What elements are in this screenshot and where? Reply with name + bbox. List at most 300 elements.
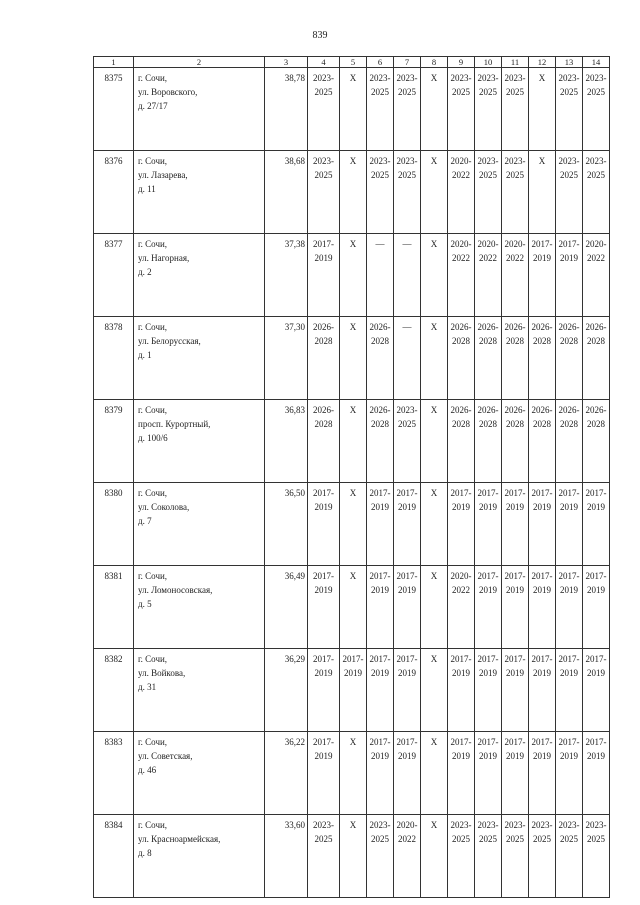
period-text: 2028 xyxy=(560,419,578,429)
address-line: д. 46 xyxy=(138,765,157,775)
period-text: 2028 xyxy=(452,336,470,346)
period-cell xyxy=(502,68,529,151)
period-cell xyxy=(556,234,583,317)
period-text: 2019 xyxy=(506,585,524,595)
period-text: 2022 xyxy=(398,834,416,844)
period-text: 2017- xyxy=(558,654,580,664)
period-text: 2028 xyxy=(371,336,389,346)
area-cell: 36,50 xyxy=(265,483,308,566)
table-row xyxy=(94,566,610,649)
period-text: 2026- xyxy=(477,405,499,415)
period-text: X xyxy=(430,239,438,249)
period-cell xyxy=(340,815,367,898)
period-cell xyxy=(367,566,394,649)
period-text: 2019 xyxy=(560,751,578,761)
period-text: 2019 xyxy=(560,668,578,678)
period-cell xyxy=(583,68,610,151)
period-cell xyxy=(340,400,367,483)
period-text: 2020- xyxy=(450,239,472,249)
period-text: X xyxy=(430,405,438,415)
address-cell xyxy=(134,483,265,566)
column-header: 11 xyxy=(502,57,529,68)
address-cell xyxy=(134,151,265,234)
period-text: 2017- xyxy=(558,488,580,498)
table-row xyxy=(94,68,610,151)
address-line: ул. Воровского, xyxy=(138,87,198,97)
column-header: 1 xyxy=(94,57,134,68)
period-text: 2019 xyxy=(371,502,389,512)
period-cell xyxy=(475,566,502,649)
period-text: 2019 xyxy=(371,668,389,678)
period-text: 2019 xyxy=(533,585,551,595)
period-text: 2017- xyxy=(585,737,607,747)
period-cell xyxy=(529,732,556,815)
period-cell xyxy=(556,815,583,898)
page-number: 839 xyxy=(312,30,328,41)
row-number-cell: 8376 xyxy=(94,151,134,234)
period-text: 2023- xyxy=(504,820,526,830)
period-text: X xyxy=(349,820,357,830)
period-text: 2020- xyxy=(396,820,418,830)
address-line: ул. Нагорная, xyxy=(138,253,190,263)
period-text: 2017- xyxy=(504,488,526,498)
period-text: 2019 xyxy=(587,751,605,761)
period-text: 2019 xyxy=(587,585,605,595)
period-text: 2019 xyxy=(452,502,470,512)
address-line: г. Сочи, xyxy=(138,571,168,581)
period-cell xyxy=(502,483,529,566)
period-text: 2025 xyxy=(314,834,333,844)
address-line: д. 1 xyxy=(138,350,152,360)
period-cell xyxy=(394,151,421,234)
period-text: 2025 xyxy=(560,87,578,97)
period-cell xyxy=(556,68,583,151)
period-text: — xyxy=(375,239,385,249)
period-cell xyxy=(583,151,610,234)
period-text: 2017- xyxy=(477,488,499,498)
period-text: 2025 xyxy=(371,87,389,97)
period-cell xyxy=(502,815,529,898)
period-cell xyxy=(394,649,421,732)
period-text: 2023- xyxy=(585,156,607,166)
period-text: 2025 xyxy=(314,87,333,97)
period-text: 2023- xyxy=(369,820,391,830)
period-text: 2023- xyxy=(531,820,553,830)
period-text: 2017- xyxy=(531,239,553,249)
period-text: X xyxy=(430,820,438,830)
period-cell xyxy=(448,815,475,898)
period-text: 2026- xyxy=(504,405,526,415)
period-text: 2019 xyxy=(533,751,551,761)
period-text: 2022 xyxy=(506,253,524,263)
address-line: г. Сочи, xyxy=(138,73,168,83)
period-cell xyxy=(475,400,502,483)
address-line: д. 11 xyxy=(138,184,156,194)
period-text: 2019 xyxy=(314,253,333,263)
period-cell xyxy=(367,815,394,898)
address-cell xyxy=(134,234,265,317)
period-text: 2023- xyxy=(450,820,472,830)
period-cell xyxy=(502,649,529,732)
period-cell xyxy=(421,234,448,317)
address-line: ул. Советская, xyxy=(138,751,193,761)
period-text: 2019 xyxy=(344,668,362,678)
area-cell: 38,68 xyxy=(265,151,308,234)
period-cell xyxy=(583,649,610,732)
period-text: 2025 xyxy=(587,87,605,97)
period-text: 2017- xyxy=(396,654,418,664)
period-text: 2025 xyxy=(587,834,605,844)
period-text: 2023- xyxy=(585,73,607,83)
period-text: 2019 xyxy=(506,502,524,512)
table-header-row xyxy=(94,57,610,68)
period-cell xyxy=(529,566,556,649)
period-text: X xyxy=(349,488,357,498)
period-text: 2019 xyxy=(314,585,333,595)
period-cell xyxy=(394,815,421,898)
area-cell: 36,83 xyxy=(265,400,308,483)
period-text: 2017- xyxy=(477,571,499,581)
period-cell xyxy=(529,400,556,483)
period-cell xyxy=(308,68,340,151)
period-text: 2017- xyxy=(504,737,526,747)
period-text: 2019 xyxy=(533,668,551,678)
column-header: 12 xyxy=(529,57,556,68)
column-header: 9 xyxy=(448,57,475,68)
address-line: ул. Красноармейская, xyxy=(138,834,221,844)
period-text: 2028 xyxy=(587,419,605,429)
period-cell xyxy=(308,483,340,566)
period-cell xyxy=(340,566,367,649)
period-cell xyxy=(583,732,610,815)
column-header: 8 xyxy=(421,57,448,68)
period-text: 2017- xyxy=(313,654,334,664)
row-number-cell: 8378 xyxy=(94,317,134,400)
column-header: 13 xyxy=(556,57,583,68)
period-text: 2017- xyxy=(558,571,580,581)
period-text: 2017- xyxy=(313,737,334,747)
period-text: 2019 xyxy=(533,502,551,512)
period-text: 2028 xyxy=(314,336,333,346)
address-cell xyxy=(134,317,265,400)
period-cell xyxy=(340,649,367,732)
period-text: 2019 xyxy=(560,502,578,512)
period-cell xyxy=(367,68,394,151)
period-text: 2017- xyxy=(369,571,391,581)
period-text: X xyxy=(538,73,546,83)
period-text: 2022 xyxy=(452,170,470,180)
period-text: 2025 xyxy=(452,834,470,844)
address-cell xyxy=(134,68,265,151)
address-line: ул. Соколова, xyxy=(138,502,190,512)
period-text: 2026- xyxy=(477,322,499,332)
period-cell xyxy=(308,566,340,649)
address-line: ул. Лазарева, xyxy=(138,170,188,180)
period-text: X xyxy=(430,488,438,498)
period-text: 2025 xyxy=(506,170,524,180)
column-header: 7 xyxy=(394,57,421,68)
period-text: 2022 xyxy=(479,253,497,263)
period-text: 2025 xyxy=(398,170,416,180)
period-text: 2026- xyxy=(369,322,391,332)
period-text: 2023- xyxy=(558,156,580,166)
address-line: д. 100/6 xyxy=(138,433,168,443)
period-text: 2017- xyxy=(531,654,553,664)
period-text: X xyxy=(430,654,438,664)
period-text: 2019 xyxy=(587,502,605,512)
period-text: 2019 xyxy=(398,585,416,595)
table-row xyxy=(94,732,610,815)
period-cell xyxy=(556,400,583,483)
period-text: 2019 xyxy=(479,502,497,512)
period-text: 2023- xyxy=(585,820,607,830)
period-cell xyxy=(448,151,475,234)
period-text: X xyxy=(538,156,546,166)
period-cell xyxy=(308,732,340,815)
period-text: 2026- xyxy=(558,322,580,332)
period-text: 2020- xyxy=(450,156,472,166)
area-cell: 36,29 xyxy=(265,649,308,732)
address-line: ул. Войкова, xyxy=(138,668,186,678)
period-text: 2017- xyxy=(585,571,607,581)
period-text: 2017- xyxy=(396,571,418,581)
period-text: 2026- xyxy=(531,405,553,415)
period-text: 2019 xyxy=(398,751,416,761)
period-text: 2017- xyxy=(369,654,391,664)
period-text: 2017- xyxy=(585,654,607,664)
area-cell: 33,60 xyxy=(265,815,308,898)
period-cell xyxy=(502,151,529,234)
period-text: 2019 xyxy=(560,253,578,263)
period-text: X xyxy=(349,322,357,332)
period-cell xyxy=(421,732,448,815)
column-header: 10 xyxy=(475,57,502,68)
period-cell xyxy=(394,234,421,317)
period-text: X xyxy=(349,156,357,166)
period-text: 2017- xyxy=(477,737,499,747)
period-cell xyxy=(556,151,583,234)
period-cell xyxy=(583,234,610,317)
address-line: г. Сочи, xyxy=(138,820,168,830)
period-text: 2025 xyxy=(398,87,416,97)
period-text: 2025 xyxy=(371,834,389,844)
address-line: ул. Ломоносовская, xyxy=(138,585,213,595)
period-text: 2023- xyxy=(450,73,472,83)
table-body xyxy=(94,57,610,898)
period-cell xyxy=(448,649,475,732)
period-cell xyxy=(556,483,583,566)
period-text: 2017- xyxy=(396,737,418,747)
period-text: 2025 xyxy=(587,170,605,180)
period-cell xyxy=(340,151,367,234)
period-cell xyxy=(475,732,502,815)
period-cell xyxy=(475,234,502,317)
period-cell xyxy=(448,317,475,400)
period-text: 2028 xyxy=(479,336,497,346)
period-text: 2017- xyxy=(450,737,472,747)
period-text: 2017- xyxy=(477,654,499,664)
row-number-cell: 8381 xyxy=(94,566,134,649)
period-text: 2028 xyxy=(371,419,389,429)
period-text: X xyxy=(430,737,438,747)
period-text: X xyxy=(430,156,438,166)
data-table xyxy=(93,56,610,898)
period-text: 2028 xyxy=(560,336,578,346)
address-line: г. Сочи, xyxy=(138,405,168,415)
period-cell xyxy=(394,483,421,566)
period-cell xyxy=(340,234,367,317)
period-cell xyxy=(367,649,394,732)
period-text: 2028 xyxy=(533,419,551,429)
column-header: 4 xyxy=(308,57,340,68)
period-text: 2028 xyxy=(506,419,524,429)
address-line: д. 7 xyxy=(138,516,152,526)
period-text: 2026- xyxy=(313,405,334,415)
period-text: 2025 xyxy=(560,170,578,180)
period-text: 2025 xyxy=(398,419,416,429)
period-cell xyxy=(340,317,367,400)
period-cell xyxy=(394,400,421,483)
period-text: 2017- xyxy=(504,571,526,581)
row-number-cell: 8384 xyxy=(94,815,134,898)
period-text: 2025 xyxy=(560,834,578,844)
period-cell xyxy=(308,317,340,400)
period-cell xyxy=(421,566,448,649)
address-line: д. 27/17 xyxy=(138,101,168,111)
period-text: 2026- xyxy=(504,322,526,332)
period-text: 2028 xyxy=(479,419,497,429)
period-cell xyxy=(529,649,556,732)
period-text: 2019 xyxy=(452,751,470,761)
period-cell xyxy=(448,483,475,566)
address-line: д. 31 xyxy=(138,682,157,692)
period-cell xyxy=(529,815,556,898)
period-text: — xyxy=(402,239,412,249)
period-text: 2019 xyxy=(452,668,470,678)
period-cell xyxy=(340,732,367,815)
period-text: 2023- xyxy=(396,156,418,166)
table-row xyxy=(94,815,610,898)
column-header: 6 xyxy=(367,57,394,68)
period-cell xyxy=(448,566,475,649)
address-line: г. Сочи, xyxy=(138,156,168,166)
period-cell xyxy=(308,151,340,234)
period-text: 2017- xyxy=(342,654,364,664)
period-text: 2022 xyxy=(452,253,470,263)
period-cell xyxy=(367,483,394,566)
period-text: 2023- xyxy=(477,73,499,83)
period-text: 2025 xyxy=(479,170,497,180)
period-text: X xyxy=(430,322,438,332)
row-number-cell: 8375 xyxy=(94,68,134,151)
area-cell: 37,38 xyxy=(265,234,308,317)
period-text: 2026- xyxy=(585,322,607,332)
address-line: д. 2 xyxy=(138,267,152,277)
period-text: 2017- xyxy=(369,737,391,747)
period-text: 2023- xyxy=(504,73,526,83)
period-text: 2017- xyxy=(585,488,607,498)
period-cell xyxy=(394,566,421,649)
period-cell xyxy=(475,151,502,234)
period-text: 2019 xyxy=(587,668,605,678)
period-text: 2019 xyxy=(479,668,497,678)
period-text: 2025 xyxy=(479,834,497,844)
period-text: 2017- xyxy=(558,239,580,249)
column-header: 3 xyxy=(265,57,308,68)
period-cell xyxy=(529,483,556,566)
period-text: 2019 xyxy=(479,751,497,761)
period-text: 2023- xyxy=(477,820,499,830)
address-line: г. Сочи, xyxy=(138,322,168,332)
period-cell xyxy=(583,400,610,483)
period-text: 2023- xyxy=(313,73,334,83)
period-cell xyxy=(367,234,394,317)
period-text: 2026- xyxy=(450,405,472,415)
period-text: 2028 xyxy=(587,336,605,346)
row-number-cell: 8379 xyxy=(94,400,134,483)
period-text: 2019 xyxy=(314,751,333,761)
period-text: 2020- xyxy=(450,571,472,581)
period-text: X xyxy=(349,73,357,83)
period-text: 2019 xyxy=(533,253,551,263)
period-text: 2026- xyxy=(450,322,472,332)
period-cell xyxy=(308,815,340,898)
period-cell xyxy=(529,234,556,317)
period-cell xyxy=(556,566,583,649)
area-cell: 36,49 xyxy=(265,566,308,649)
period-text: 2019 xyxy=(314,502,333,512)
period-cell xyxy=(421,649,448,732)
period-cell xyxy=(308,400,340,483)
period-cell xyxy=(394,317,421,400)
period-text: 2019 xyxy=(506,751,524,761)
address-cell xyxy=(134,566,265,649)
address-cell xyxy=(134,400,265,483)
period-text: 2017- xyxy=(396,488,418,498)
table-row xyxy=(94,317,610,400)
period-cell xyxy=(475,649,502,732)
period-text: 2019 xyxy=(371,585,389,595)
row-number-cell: 8380 xyxy=(94,483,134,566)
period-text: 2023- xyxy=(558,820,580,830)
period-text: X xyxy=(349,571,357,581)
period-text: 2023- xyxy=(313,820,334,830)
address-line: г. Сочи, xyxy=(138,654,168,664)
period-text: 2017- xyxy=(313,488,334,498)
period-cell xyxy=(475,68,502,151)
period-text: 2023- xyxy=(369,73,391,83)
period-text: 2023- xyxy=(504,156,526,166)
period-cell xyxy=(475,483,502,566)
period-cell xyxy=(394,68,421,151)
period-cell xyxy=(502,732,529,815)
period-text: 2017- xyxy=(369,488,391,498)
period-cell xyxy=(340,483,367,566)
period-text: 2025 xyxy=(479,87,497,97)
period-cell xyxy=(529,317,556,400)
period-cell xyxy=(475,317,502,400)
period-cell xyxy=(421,483,448,566)
address-line: д. 5 xyxy=(138,599,152,609)
address-line: г. Сочи, xyxy=(138,737,168,747)
period-cell xyxy=(502,234,529,317)
period-text: 2028 xyxy=(506,336,524,346)
period-cell xyxy=(502,317,529,400)
period-text: 2019 xyxy=(506,668,524,678)
period-text: 2017- xyxy=(450,488,472,498)
address-line: г. Сочи, xyxy=(138,239,168,249)
address-line: д. 8 xyxy=(138,848,152,858)
